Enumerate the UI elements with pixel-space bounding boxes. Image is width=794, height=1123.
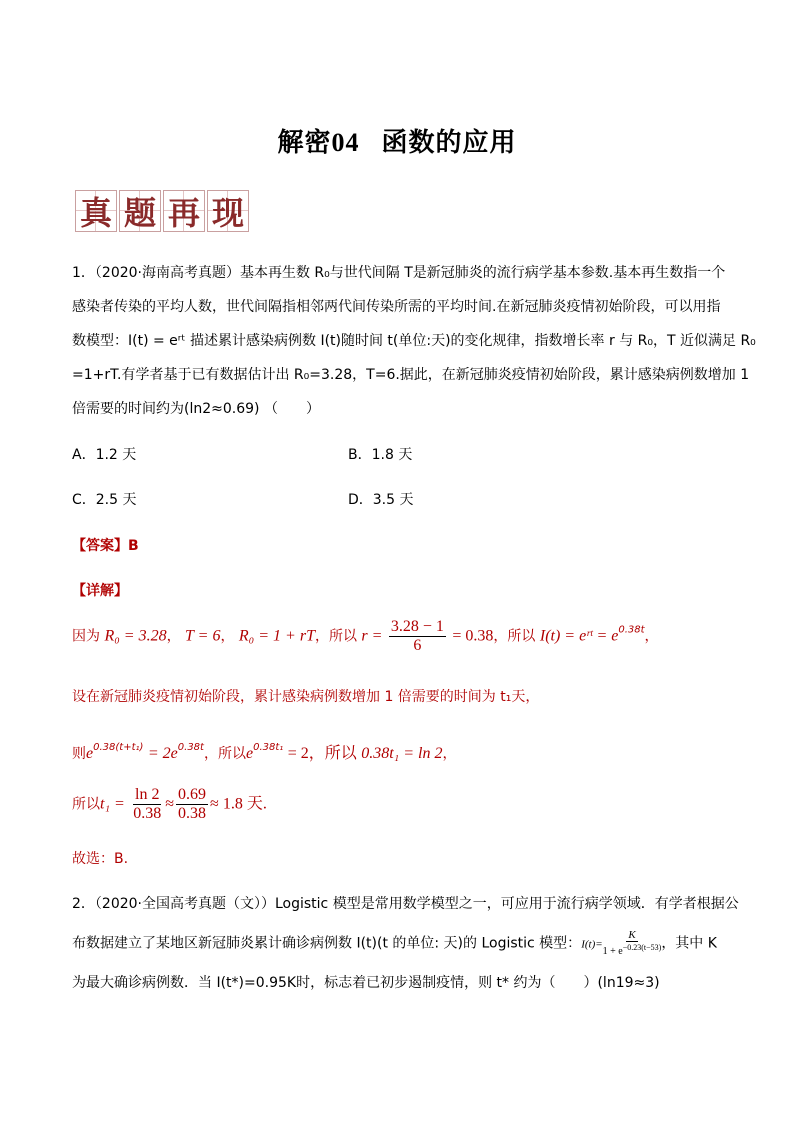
sol-math: R₀ = 1 + rT	[238, 627, 315, 645]
option-a: A．1.2 天	[72, 447, 137, 463]
detail-label: 【详解】	[72, 583, 128, 599]
solution-line-4	[72, 786, 267, 823]
choose-line: 故选：B.	[72, 851, 129, 867]
sol-text: ，	[442, 746, 457, 762]
sol-text: 因为	[72, 628, 100, 645]
sol-math: t₁ =	[100, 795, 125, 813]
option-c: C．2.5 天	[72, 492, 137, 508]
denominator: 6	[413, 637, 422, 654]
banner-char: 现	[207, 190, 249, 232]
solution-line-3	[72, 740, 456, 763]
answer-label: 【答案】B	[72, 538, 139, 554]
q1-line: 倍需要的时间约为(ln2≈0.69) （ ）	[72, 401, 320, 417]
sol-math: e	[245, 745, 254, 762]
title-name: 函数的应用	[381, 128, 517, 158]
sol-math: T = 6	[185, 627, 221, 645]
sol-math: = 0.38	[452, 627, 494, 645]
q2-line: 为最大确诊病例数．当 I(t*)=0.95K时，标志着已初步遏制疫情，则 t* 约为（ ）(ln19≈3)	[72, 975, 660, 991]
q2-text: ，其中 K	[661, 935, 717, 952]
solution-line-2: 设在新冠肺炎疫情初始阶段，累计感染病例数增加 1 倍需要的时间为 t₁天，	[72, 689, 540, 705]
sol-text: ，所以	[314, 628, 357, 645]
option-b: B．1.8 天	[348, 447, 413, 463]
sol-math: e	[86, 745, 94, 762]
q2-line: 2．（2020·全国高考真题（文））Logistic 模型是常用数学模型之一，可应用于流行病学领域．有学者根据公	[72, 896, 739, 912]
sol-math: ≈	[165, 795, 175, 813]
sol-math: 0.38t₁ = ln 2	[361, 745, 443, 762]
denominator	[603, 942, 662, 957]
exponent: 0.38t	[618, 624, 645, 636]
sol-text: 所以	[72, 796, 100, 813]
exponent: 0.38(t+t₁)	[93, 742, 144, 753]
numerator: 0.69	[178, 786, 207, 803]
numerator: ln 2	[135, 786, 160, 803]
q2-line	[72, 930, 717, 957]
denominator: 0.38	[133, 805, 162, 822]
sol-text: 则	[72, 746, 86, 762]
sol-text: ，所以	[493, 628, 536, 645]
exponent: 0.38t₁	[253, 742, 284, 753]
sol-math: I(t) = eʳᵗ = e	[539, 627, 619, 645]
sol-text: ，所以	[203, 746, 246, 762]
sol-math: r =	[361, 627, 383, 645]
q1-line: 数模型：I(t) = eʳᵗ 描述累计感染病例数 I(t)随时间 t(单位:天)的变化规律，指数增长率 r 与 R₀，T 近似满足 R₀	[72, 333, 756, 349]
denominator: 0.38	[178, 805, 207, 822]
q1-line: 感染者传染的平均人数，世代间隔指相邻两代间传染所需的平均时间.在新冠肺炎疫情初始阶段，可以用指	[72, 299, 721, 315]
fraction	[176, 786, 208, 823]
numerator: 3.28 − 1	[390, 618, 444, 635]
title-number: 04	[331, 128, 360, 157]
section-banner	[75, 190, 251, 232]
title-prefix: 解密	[277, 128, 332, 158]
sol-math: R₀ = 3.28	[104, 627, 167, 645]
q2-math: I(t)=	[581, 938, 603, 951]
fraction	[131, 786, 163, 823]
sol-math: = 2，所以	[287, 745, 357, 762]
option-d: D．3.5 天	[348, 492, 414, 508]
banner-char: 题	[119, 190, 161, 232]
q2-text: 布数据建立了某地区新冠肺炎累计确诊病例数 I(t)(t 的单位: 天)的 Logistic 模型：	[72, 935, 582, 952]
exponent: −0.23(t−53)	[622, 943, 662, 952]
q1-line: 1．（2020·海南高考真题）基本再生数 R₀与世代间隔 T是新冠肺炎的流行病学基本参数.基本再生数指一个	[72, 265, 726, 281]
fraction	[603, 930, 662, 957]
q1-line: =1+rT.有学者基于已有数据估计出 R₀=3.28，T=6.据此，在新冠肺炎疫情初始阶段，累计感染病例数增加 1	[72, 367, 750, 383]
sol-math: ≈ 1.8 天.	[210, 795, 267, 813]
banner-char: 真	[75, 190, 117, 232]
sol-math: = 2e	[147, 745, 178, 762]
fraction	[389, 618, 446, 655]
numerator: K	[628, 929, 636, 941]
exponent: 0.38t	[177, 742, 204, 753]
page-title	[0, 122, 794, 159]
banner-char: 再	[163, 190, 205, 232]
denominator-base: 1 + e	[602, 946, 623, 957]
solution-line-1: 因为 R₀ = 3.28， T = 6， R₀ = 1 + rT，所以 r = $\frac{3.28 - 1}{6}$ = 0.38，所以 I(t) = eʳᵗ = $e^{0.38t}$，	[72, 618, 659, 654]
